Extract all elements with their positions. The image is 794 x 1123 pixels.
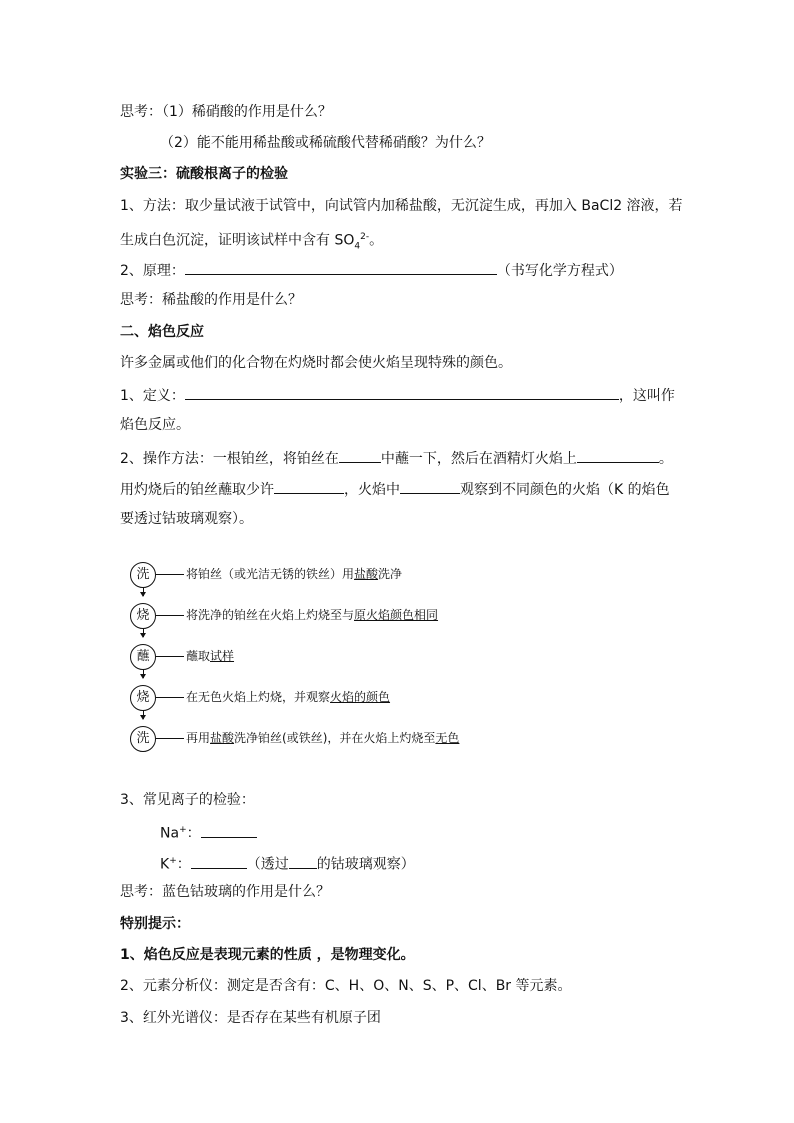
- definition-blank[interactable]: [185, 384, 619, 400]
- step-connector: [156, 697, 184, 698]
- step-circle: 烧: [130, 685, 156, 711]
- operation-blank-1[interactable]: [339, 447, 381, 463]
- operation-blank-2[interactable]: [577, 447, 659, 463]
- tip-1: 1、焰色反应是表现元素的性质 ，是物理变化。: [120, 947, 415, 963]
- flame-definition: [120, 384, 675, 406]
- potassium-symbol: K: [160, 856, 170, 873]
- principle-label: 2、原理：: [120, 263, 185, 279]
- definition-label: 1、定义：: [120, 388, 185, 404]
- principle-note: （书写化学方程式）: [496, 263, 623, 279]
- operation2-text-1: 用灼烧后的铂丝蘸取少许: [120, 482, 274, 498]
- operation-text-2: 中蘸一下，然后在酒精灯火焰上: [380, 451, 577, 467]
- step-circle: 烧: [130, 603, 156, 629]
- flame-operation: [120, 447, 673, 469]
- operation2-blank-1[interactable]: [274, 478, 344, 494]
- step-connector: [156, 738, 184, 739]
- think-1-text: 思考：（1）稀硝酸的作用是什么？: [120, 104, 332, 120]
- step-circle: 洗: [130, 562, 156, 588]
- tip-2: 2、元素分析仪：测定是否含有：C、H、O、N、S、P、Cl、Br 等元素。: [120, 978, 572, 994]
- operation2-blank-2[interactable]: [400, 478, 460, 494]
- operation2-text-2: ，火焰中: [344, 482, 400, 498]
- sulfate-subscript: 4: [354, 241, 361, 252]
- tips-heading: 特别提示：: [120, 916, 190, 932]
- exp3-method-line2: [120, 227, 383, 256]
- potassium-note-2: 的钴玻璃观察）: [316, 856, 415, 873]
- step-text-underlined: 盐酸: [354, 567, 379, 581]
- flame-operation-3: 要透过钴玻璃观察）。: [120, 511, 253, 527]
- step-text-part: 再用: [186, 731, 211, 745]
- step-connector: [156, 574, 184, 575]
- exp3-method-line2-text: 生成白色沉淀，证明该试样中含有 SO: [120, 232, 355, 249]
- flame-intro: 许多金属或他们的化合物在灼烧时都会使火焰呈现特殊的颜色。: [120, 355, 512, 371]
- exp3-method-end: 。: [369, 232, 384, 249]
- step-text: [186, 729, 459, 747]
- step-text: [186, 647, 234, 665]
- step-connector: [156, 615, 184, 616]
- step-text-underlined: 原火焰颜色相同: [354, 608, 439, 622]
- step-text-part: 洗净: [378, 567, 403, 581]
- step-text-underlined: 火焰的颜色: [330, 690, 391, 704]
- flame-test-procedure-diagram: [130, 556, 490, 756]
- potassium-sep: ：: [176, 856, 191, 873]
- step-text-part: 将铂丝（或光洁无锈的铁丝）用: [186, 567, 355, 581]
- potassium-charge: +: [169, 856, 177, 866]
- step-circle: 蘸: [130, 644, 156, 670]
- step-text-underlined: 盐酸: [210, 731, 235, 745]
- tip-3: 3、红外光谱仪：是否存在某些有机原子团: [120, 1010, 381, 1026]
- exp3-think: 思考：稀盐酸的作用是什么？: [120, 292, 302, 308]
- ions-heading: 3、常见离子的检验：: [120, 792, 255, 808]
- step-text: [186, 688, 390, 706]
- sodium-symbol: Na: [160, 825, 180, 842]
- principle-blank[interactable]: [185, 259, 497, 275]
- sodium-blank[interactable]: [201, 822, 257, 838]
- operation2-text-3: 观察到不同颜色的火焰（K 的焰色: [460, 482, 670, 498]
- exp3-principle: [120, 259, 623, 281]
- sodium-charge: +: [179, 825, 187, 835]
- sulfate-superscript: 2-: [360, 232, 370, 242]
- ion-potassium: [160, 851, 415, 875]
- step-text: [186, 565, 402, 583]
- arrow-down-icon: [140, 674, 146, 679]
- step-text-underlined: 无色: [435, 731, 460, 745]
- arrow-down-icon: [140, 715, 146, 720]
- step-text-part: 蘸取: [186, 649, 211, 663]
- ion-sodium: [160, 820, 257, 844]
- step-connector: [156, 656, 184, 657]
- step-text-underlined: 试样: [210, 649, 235, 663]
- think-1-q2-text: （2）能不能用稀盐酸或稀硫酸代替稀硝酸？为什么？: [160, 135, 491, 151]
- sodium-sep: ：: [186, 825, 201, 842]
- operation-text-3: 。: [658, 451, 673, 467]
- step-text-part: 洗净铂丝(或铁丝)，并在火焰上灼烧至: [234, 731, 436, 745]
- think-1-q2: [160, 133, 491, 153]
- flame-operation-2: [120, 478, 670, 500]
- potassium-blank[interactable]: [191, 853, 247, 869]
- exp3-method-line1: 1、方法：取少量试液于试管中，向试管内加稀盐酸，无沉淀生成，再加入 BaCl2 溶液，若: [120, 198, 683, 214]
- step-text-part: 将洗净的铂丝在火焰上灼烧至与: [186, 608, 355, 622]
- definition-end: ，这叫作: [618, 388, 675, 404]
- arrow-down-icon: [140, 633, 146, 638]
- flame-heading: 二、焰色反应: [120, 324, 204, 340]
- ions-think: 思考：蓝色钴玻璃的作用是什么？: [120, 884, 330, 900]
- step-text: [186, 606, 438, 624]
- think-1: [120, 102, 332, 122]
- operation-text-1: 2、操作方法：一根铂丝，将铂丝在: [120, 451, 339, 467]
- step-circle: 洗: [130, 726, 156, 752]
- flame-definition-line2: 焰色反应。: [120, 417, 190, 433]
- exp3-heading: 实验三：硫酸根离子的检验: [120, 166, 288, 182]
- potassium-note-1: （透过: [246, 856, 289, 873]
- arrow-down-icon: [140, 592, 146, 597]
- potassium-glass-blank[interactable]: [289, 853, 317, 869]
- step-text-part: 在无色火焰上灼烧，并观察: [186, 690, 331, 704]
